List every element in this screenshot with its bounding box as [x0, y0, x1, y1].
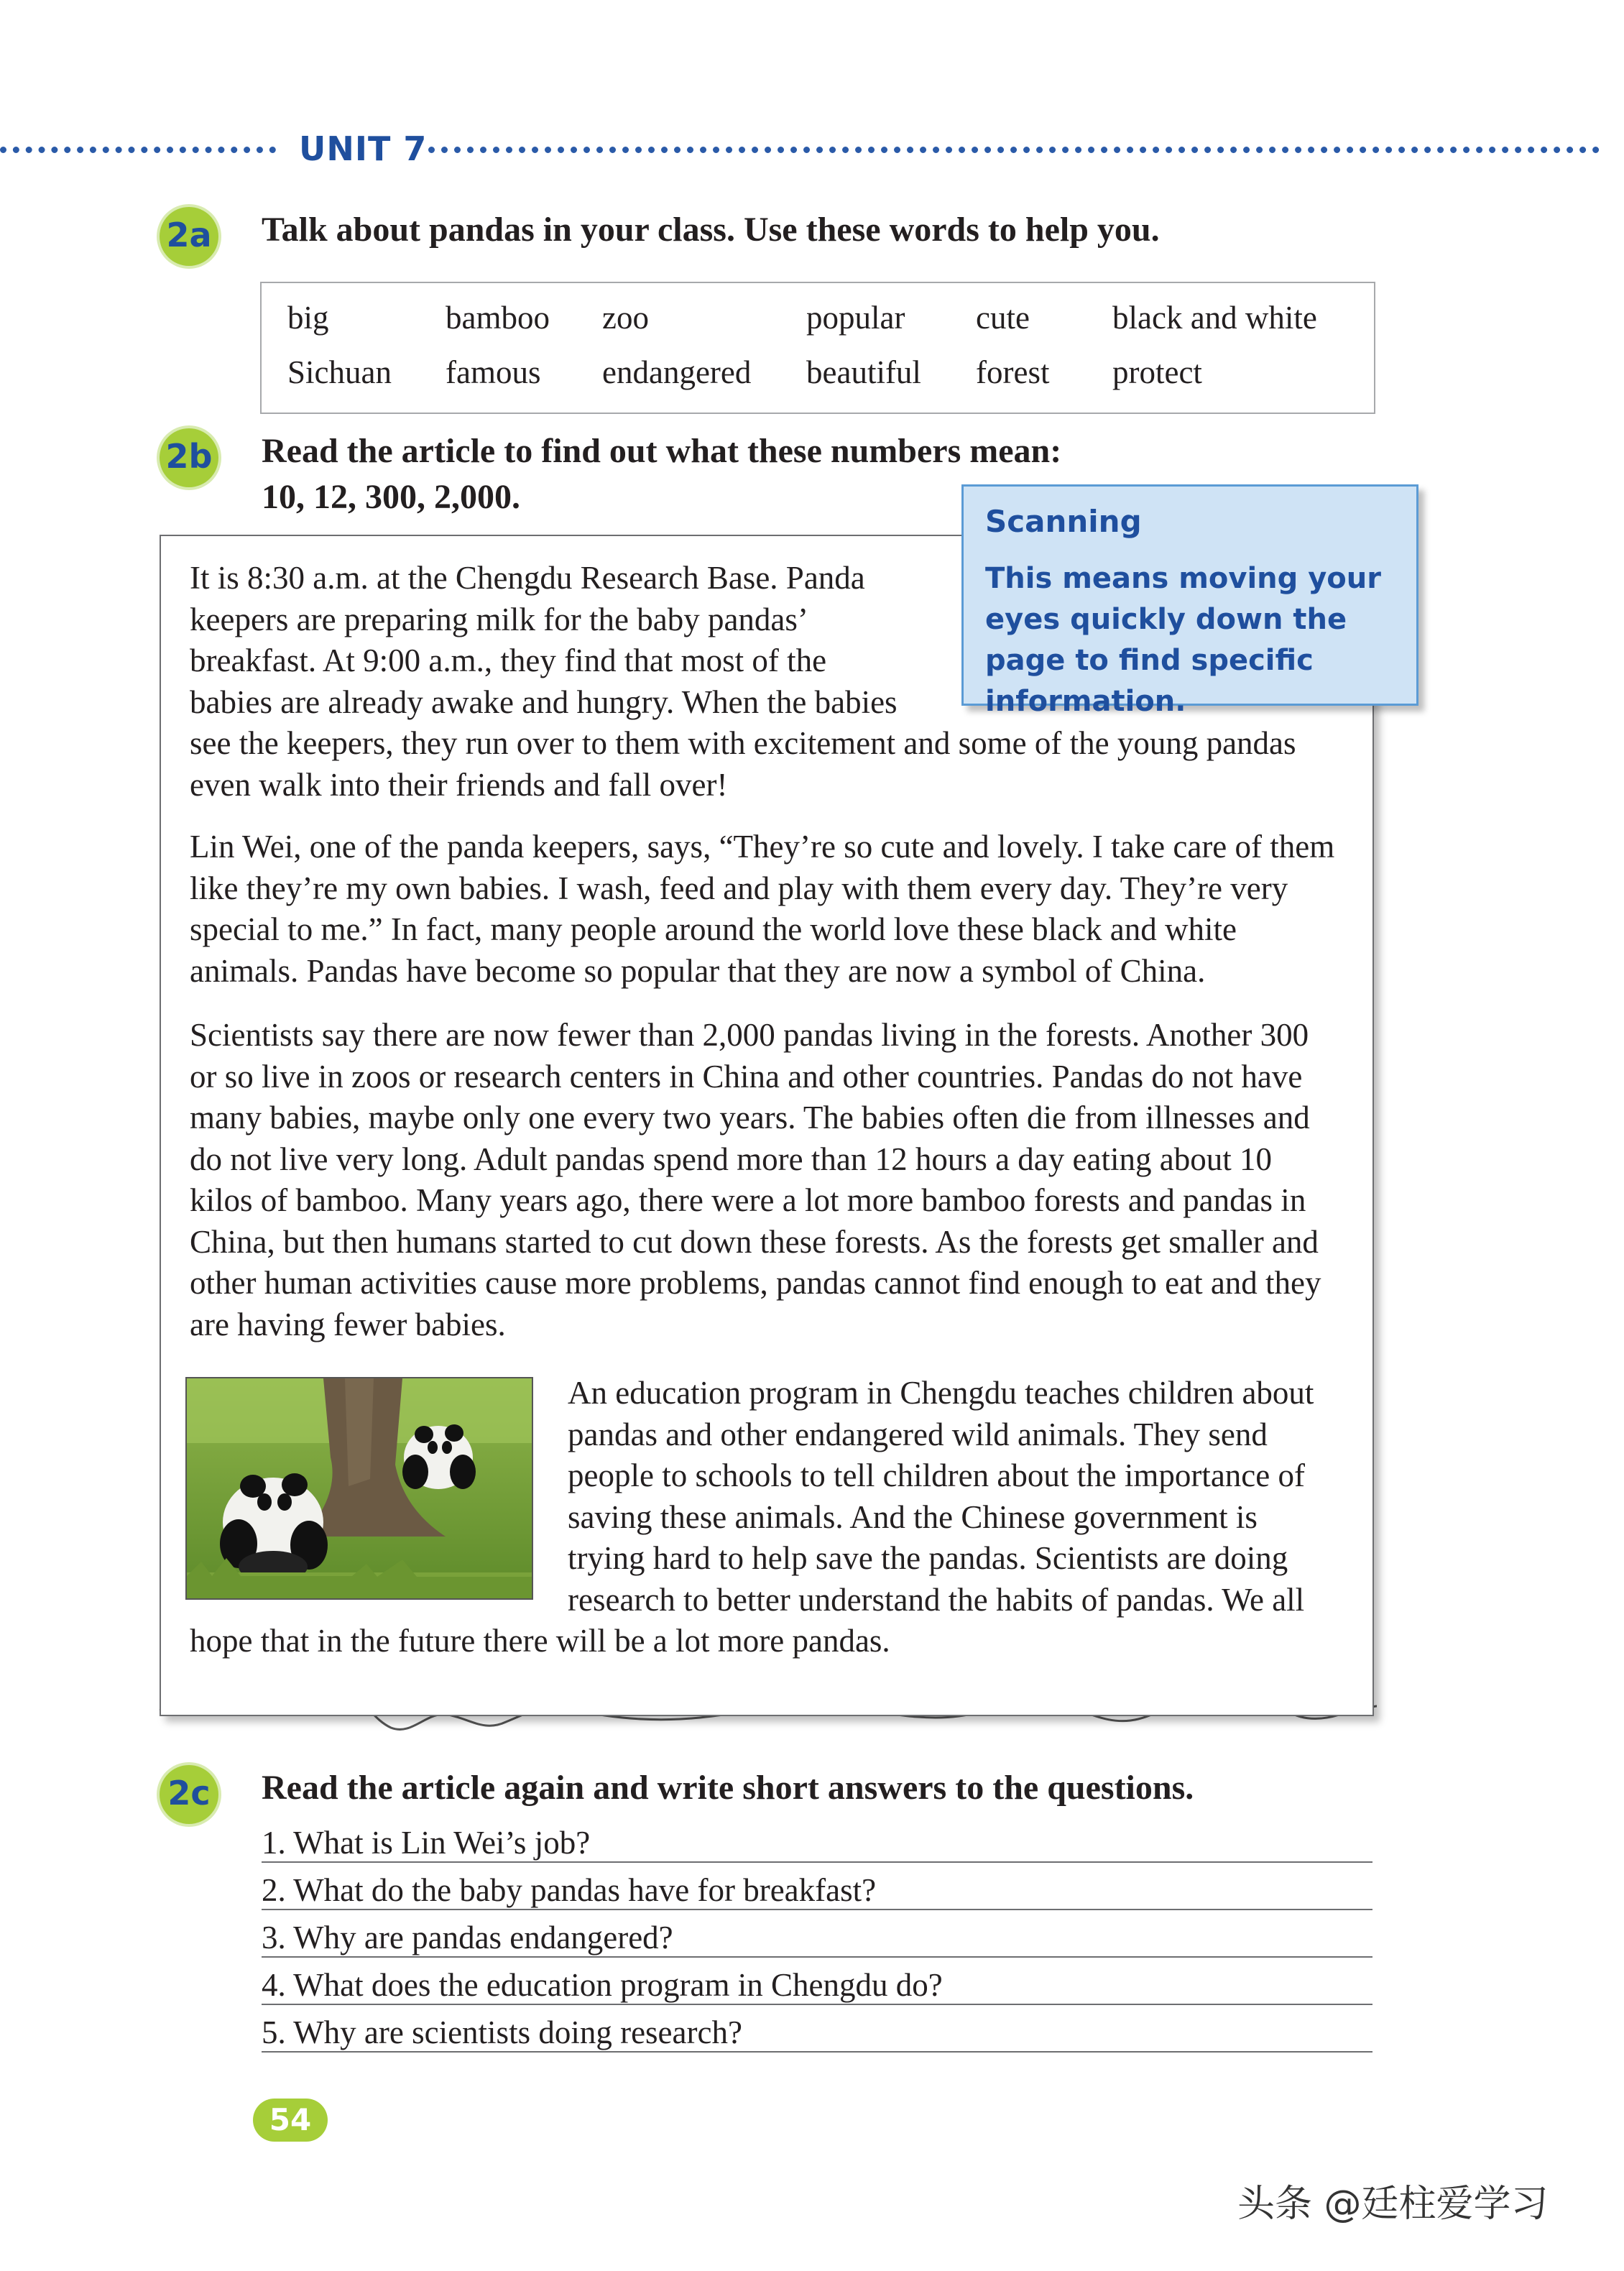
answer-line-5[interactable]: [262, 2051, 1372, 2053]
word-item: protect: [1112, 354, 1202, 390]
page-number: 54: [253, 2099, 328, 2142]
word-item: zoo: [602, 300, 649, 336]
word-item: cute: [976, 300, 1030, 336]
scanning-text: This means moving your eyes quickly down the page to find specific information.: [985, 562, 1381, 718]
question-3: 3. Why are pandas endangered?: [262, 1919, 1372, 1962]
answer-line-1[interactable]: [262, 1861, 1372, 1863]
question-4: 4. What does the education program in Chengdu do?: [262, 1966, 1372, 2009]
scanning-title: Scanning: [985, 504, 1142, 539]
word-item: forest: [976, 354, 1050, 390]
instruction-2b-line2: 10, 12, 300, 2,000.: [262, 478, 520, 516]
instruction-2b-line1: Read the article to find out what these numbers mean:: [262, 432, 1062, 470]
article-paragraph-1: It is 8:30 a.m. at the Chengdu Research Base. Panda keepers are preparing milk for the baby pandas’ breakfast. At 9:00 a.m., they find that most of the babies are already awake and hungry. When the babies see the keepers, they run over to them with excitement and some of the young pandas even walk into their friends and fall over!: [190, 560, 1296, 803]
scanning-tip-box: [961, 484, 1418, 718]
article-paragraph-4: An education program in Chengdu teaches children about pandas and other endangered wild animals. They send people to schools to tell children about the importance of saving these animals. And the Chinese government is trying hard to help save the pandas. Scientists are doing research to better understand the habits of pandas. We all hope that in the future there will be a lot more pandas.: [190, 1375, 1314, 1659]
word-item: beautiful: [806, 354, 921, 390]
section-badge-2a: 2a: [160, 207, 218, 266]
word-item: endangered: [602, 354, 752, 390]
instruction-2a: Talk about pandas in your class. Use these words to help you.: [262, 211, 1160, 249]
panda-photo: [185, 1377, 533, 1600]
watermark: 头条 @廷柱爱学习: [1237, 2183, 1549, 2226]
instruction-2c: Read the article again and write short answers to the questions.: [262, 1769, 1194, 1807]
word-item: big: [287, 300, 329, 336]
article-paragraph-2: Lin Wei, one of the panda keepers, says, “They’re so cute and lovely. I take care of them like they’re my own babies. I wash, feed and play with them every day. They’re very special to me.” In fact, many people around the world love these black and white animals. Pandas have become so popular that they are now a symbol of China.: [190, 829, 1335, 989]
section-badge-2c: 2c: [160, 1765, 218, 1824]
answer-line-3[interactable]: [262, 1956, 1372, 1958]
word-item: famous: [446, 354, 541, 390]
question-5: 5. Why are scientists doing research?: [262, 2014, 1372, 2057]
word-item: black and white: [1112, 300, 1317, 336]
word-box: [260, 282, 1375, 414]
word-item: Sichuan: [287, 354, 392, 390]
unit-title: UNIT 7: [299, 129, 428, 168]
header-dots-left: [0, 147, 276, 153]
answer-line-4[interactable]: [262, 2004, 1372, 2005]
section-badge-2b: 2b: [160, 428, 218, 487]
question-2: 2. What do the baby pandas have for breakfast?: [262, 1871, 1372, 1915]
word-item: bamboo: [446, 300, 550, 336]
header-dots-right: [428, 147, 1600, 153]
word-item: popular: [806, 300, 905, 336]
question-1: 1. What is Lin Wei’s job?: [262, 1824, 1372, 1867]
answer-line-2[interactable]: [262, 1909, 1372, 1910]
article-paragraph-3: Scientists say there are now fewer than 2,000 pandas living in the forests. Another 300 or so live in zoos or research centers in China and other countries. Pandas do not have many babies, maybe only one every two years. The babies often die from illnesses and do not live very long. Adult pandas spend more than 12 hours a day eating about 10 kilos of bamboo. Many years ago, there were a lot more bamboo forests and pandas in China, but then humans started to cut down these forests. As the forests get smaller and other human activities cause more problems, pandas cannot find enough to eat and they are having fewer babies.: [190, 1017, 1321, 1342]
